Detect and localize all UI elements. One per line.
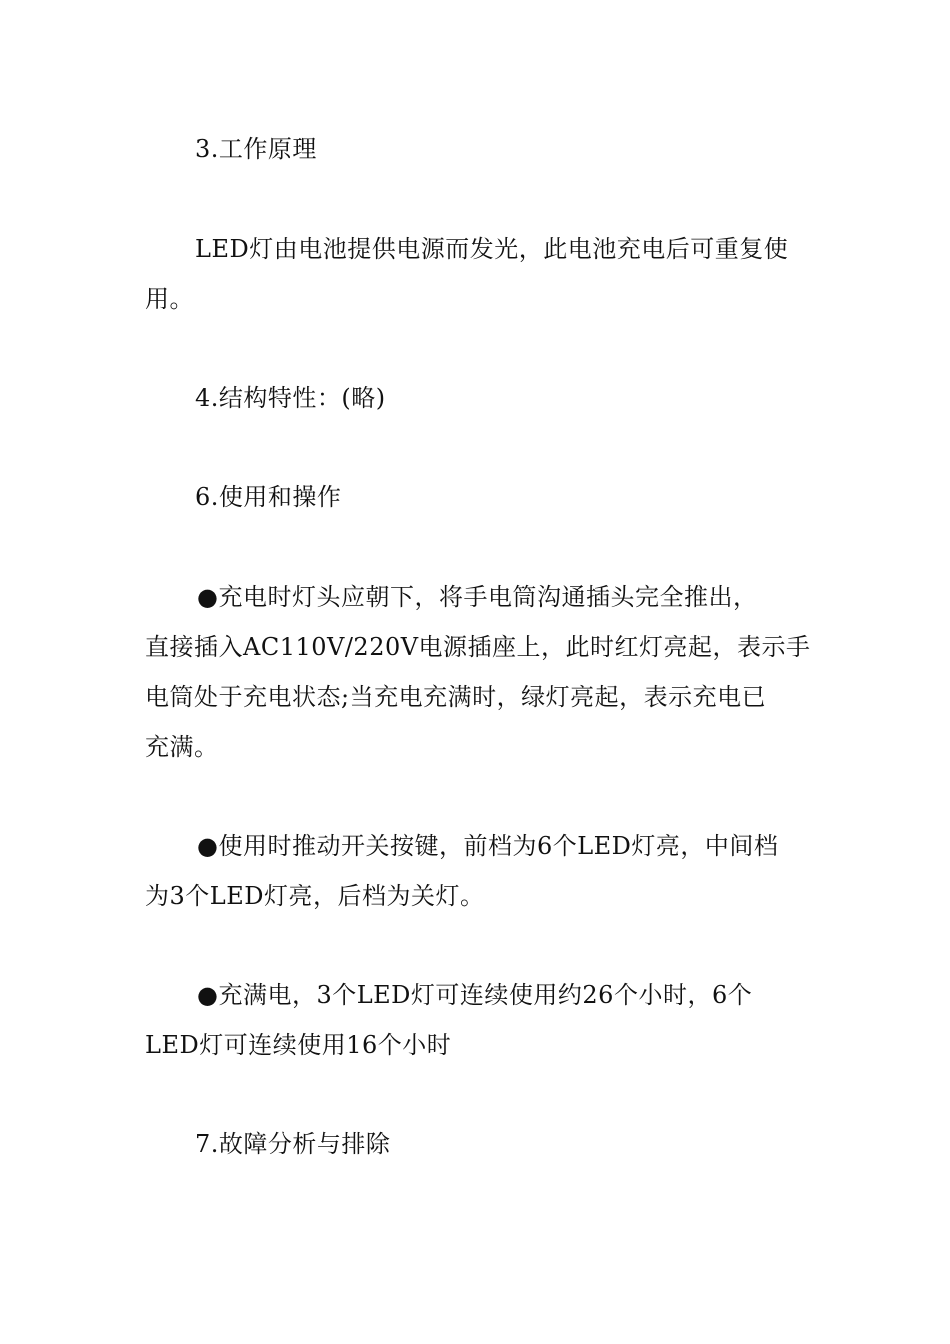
paragraph-line: 为3个LED灯亮，后档为关灯。 [145, 882, 485, 910]
bullet-switch [145, 821, 810, 921]
paragraph-line: 直接插入AC110V/220V电源插座上，此时红灯亮起，表示手 [145, 633, 811, 661]
paragraph-line: 充满。 [145, 733, 219, 761]
paragraph-line: ●充满电，3个LED灯可连续使用约26个小时，6个 [197, 981, 753, 1009]
section-heading-working-principle: 3.工作原理 [195, 135, 317, 163]
section-heading-usage: 6.使用和操作 [195, 483, 342, 511]
paragraph-line: 用。 [145, 285, 194, 313]
section-heading-troubleshooting: 7.故障分析与排除 [195, 1130, 391, 1158]
paragraph-line: ●充电时灯头应朝下，将手电筒沟通插头完全推出， [197, 583, 758, 611]
bullet-runtime [145, 970, 810, 1070]
paragraph-working-principle [145, 224, 810, 324]
paragraph-line: LED灯由电池提供电源而发光，此电池充电后可重复使 [195, 235, 789, 263]
paragraph-line: ●使用时推动开关按键，前档为6个LED灯亮，中间档 [197, 832, 779, 860]
paragraph-line: LED灯可连续使用16个小时 [145, 1031, 452, 1059]
section-heading-structure: 4.结构特性：(略) [195, 384, 386, 412]
bullet-charging [145, 572, 810, 772]
paragraph-line: 电筒处于充电状态;当充电充满时，绿灯亮起，表示充电已 [145, 683, 767, 711]
